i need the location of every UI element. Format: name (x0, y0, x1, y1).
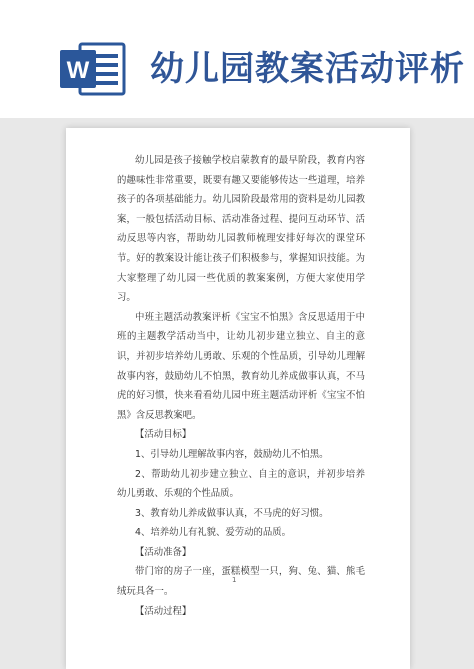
word-icon (58, 38, 128, 100)
word-icon-letter: W (66, 57, 90, 84)
document-title: 幼儿园教案活动评析 (150, 49, 465, 89)
goal-item: 2、帮助幼儿初步建立独立、自主的意识，并初步培养幼儿勇敢、乐观的个性品质。 (117, 468, 365, 500)
goal-item: 3、教育幼儿养成做事认真，不马虎的好习惯。 (135, 507, 329, 519)
document-body (117, 151, 365, 621)
intro-paragraph: 幼儿园是孩子接触学校启蒙教育的最早阶段，教育内容的趣味性非常重要，既要有趣又要能够传达一些道理，培养孩子的各项基础能力。幼儿园阶段最常用的资料是幼儿园教案，一般包括活动目标、活动准备过程、提问互动环节、活动反思等内容，帮助幼儿园教师梳理安排好每次的课堂环节。好的教案设计能让孩子们积极参与，掌握知识技能。为大家整理了幼儿园一些优质的教案案例，方便大家使用学习。 (117, 155, 365, 304)
summary-paragraph: 中班主题活动教案评析《宝宝不怕黑》含反思适用于中班的主题教学活动当中，让幼儿初步建立独立、自主的意识，并初步培养幼儿勇敢、乐观的个性品质，引导幼儿理解故事内容，鼓励幼儿不怕黑，教育幼儿养成做事认真，不马虎的好习惯，快来看看幼儿园中班主题活动评析《宝宝不怕黑》含反思教案吧。 (117, 311, 365, 421)
banner (0, 0, 474, 118)
prep-heading: 【活动准备】 (135, 546, 192, 558)
prep-item: 带门帘的房子一座，蛋糕模型一只，狗、兔、猫、熊毛绒玩具各一。 (117, 566, 365, 598)
goal-item: 4、培养幼儿有礼貌、爱劳动的品质。 (135, 527, 291, 539)
process-heading: 【活动过程】 (135, 605, 192, 617)
goal-item: 1、引导幼儿理解故事内容，鼓励幼儿不怕黑。 (135, 448, 329, 460)
goal-heading: 【活动目标】 (135, 429, 192, 441)
page-number: 1 (232, 576, 237, 584)
